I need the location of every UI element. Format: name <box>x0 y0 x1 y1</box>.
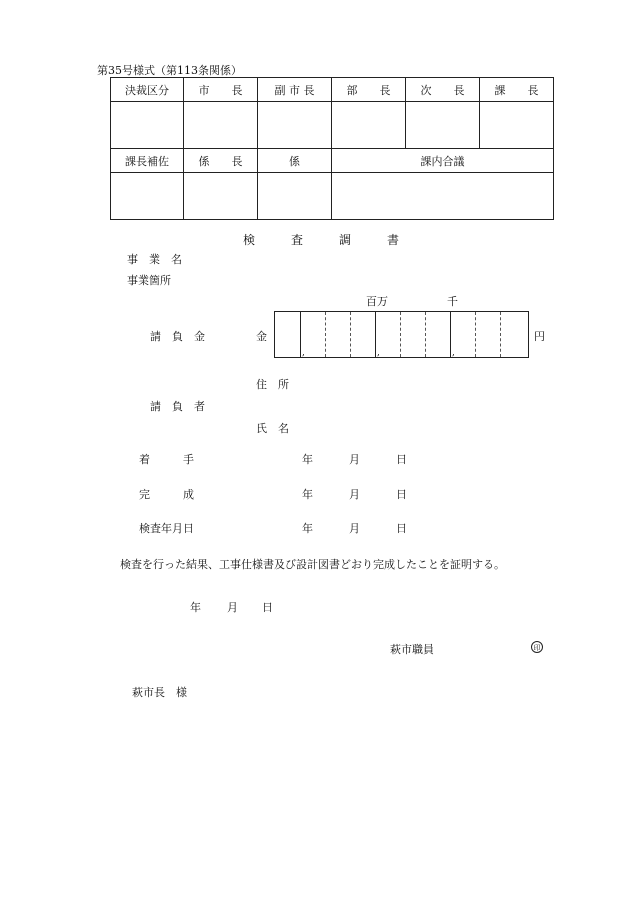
seal-cell[interactable] <box>184 102 258 149</box>
addressee: 萩市長 様 <box>132 686 187 699</box>
digit-divider <box>400 312 401 357</box>
approval-header-cell: 係 長 <box>184 149 258 173</box>
inspection-date-label: 検査年月日 <box>139 522 194 535</box>
currency-prefix: 金 <box>256 330 267 343</box>
digit-divider <box>350 312 351 357</box>
digit-comma: , <box>377 348 380 358</box>
seal-mark-icon: 印 <box>531 641 543 653</box>
seal-cell[interactable] <box>258 102 332 149</box>
completion-date-label: 完 成 <box>139 488 194 501</box>
approval-header-cell: 係 <box>258 149 332 173</box>
document-title: 検 査 調 書 <box>243 233 400 247</box>
digit-divider <box>325 312 326 357</box>
approval-header-cell: 課内合議 <box>332 149 554 173</box>
issue-year-label: 年 <box>190 601 201 614</box>
approval-header-cell: 課長補佐 <box>111 149 184 173</box>
approval-table <box>110 77 554 220</box>
month-label: 月 <box>349 488 360 501</box>
project-name-label: 事 業 名 <box>127 253 182 266</box>
digit-divider <box>300 312 301 357</box>
month-label: 月 <box>349 453 360 466</box>
year-label: 年 <box>302 522 313 535</box>
approval-header-row-2 <box>111 149 554 173</box>
approval-header-cell: 次 長 <box>406 78 480 102</box>
seal-cell[interactable] <box>258 173 332 220</box>
digit-comma: , <box>452 348 455 358</box>
certification-text: 検査を行った結果、工事仕様書及び設計図書どおり完成したことを証明する。 <box>120 558 505 571</box>
digit-divider <box>475 312 476 357</box>
month-label: 月 <box>349 522 360 535</box>
form-label: 第35号様式（第113条関係） <box>97 64 242 77</box>
year-label: 年 <box>302 488 313 501</box>
approval-header-cell: 副 市 長 <box>258 78 332 102</box>
approval-header-cell: 部 長 <box>332 78 406 102</box>
digit-divider <box>375 312 376 357</box>
currency-suffix: 円 <box>534 330 545 343</box>
seal-cell[interactable] <box>406 102 480 149</box>
digit-divider <box>500 312 501 357</box>
day-label: 日 <box>396 522 407 535</box>
issue-month-label: 月 <box>227 601 238 614</box>
seal-cell[interactable] <box>332 173 554 220</box>
approval-seal-row-2 <box>111 173 554 220</box>
contractor-label: 請 負 者 <box>150 400 205 413</box>
approval-header-cell: 市 長 <box>184 78 258 102</box>
digit-divider <box>425 312 426 357</box>
seal-cell[interactable] <box>480 102 554 149</box>
approval-seal-row-1 <box>111 102 554 149</box>
seal-cell[interactable] <box>184 173 258 220</box>
start-date-label: 着 手 <box>139 453 194 466</box>
seal-cell[interactable] <box>111 173 184 220</box>
year-label: 年 <box>302 453 313 466</box>
project-location-label: 事業箇所 <box>127 274 171 287</box>
digit-comma: , <box>302 348 305 358</box>
digit-divider <box>450 312 451 357</box>
approval-header-row-1 <box>111 78 554 102</box>
seal-cell[interactable] <box>111 102 184 149</box>
unit-million-label: 百万 <box>366 295 388 308</box>
inspector-label: 萩市職員 <box>390 643 434 656</box>
issue-day-label: 日 <box>262 601 273 614</box>
address-label: 住 所 <box>256 378 289 391</box>
approval-header-cell: 課 長 <box>480 78 554 102</box>
unit-thousand-label: 千 <box>447 295 458 308</box>
day-label: 日 <box>396 453 407 466</box>
amount-digit-box[interactable] <box>274 311 529 358</box>
day-label: 日 <box>396 488 407 501</box>
seal-cell[interactable] <box>332 102 406 149</box>
contract-amount-label: 請 負 金 <box>150 330 205 343</box>
approval-header-cell: 決裁区分 <box>111 78 184 102</box>
name-label: 氏 名 <box>256 422 289 435</box>
